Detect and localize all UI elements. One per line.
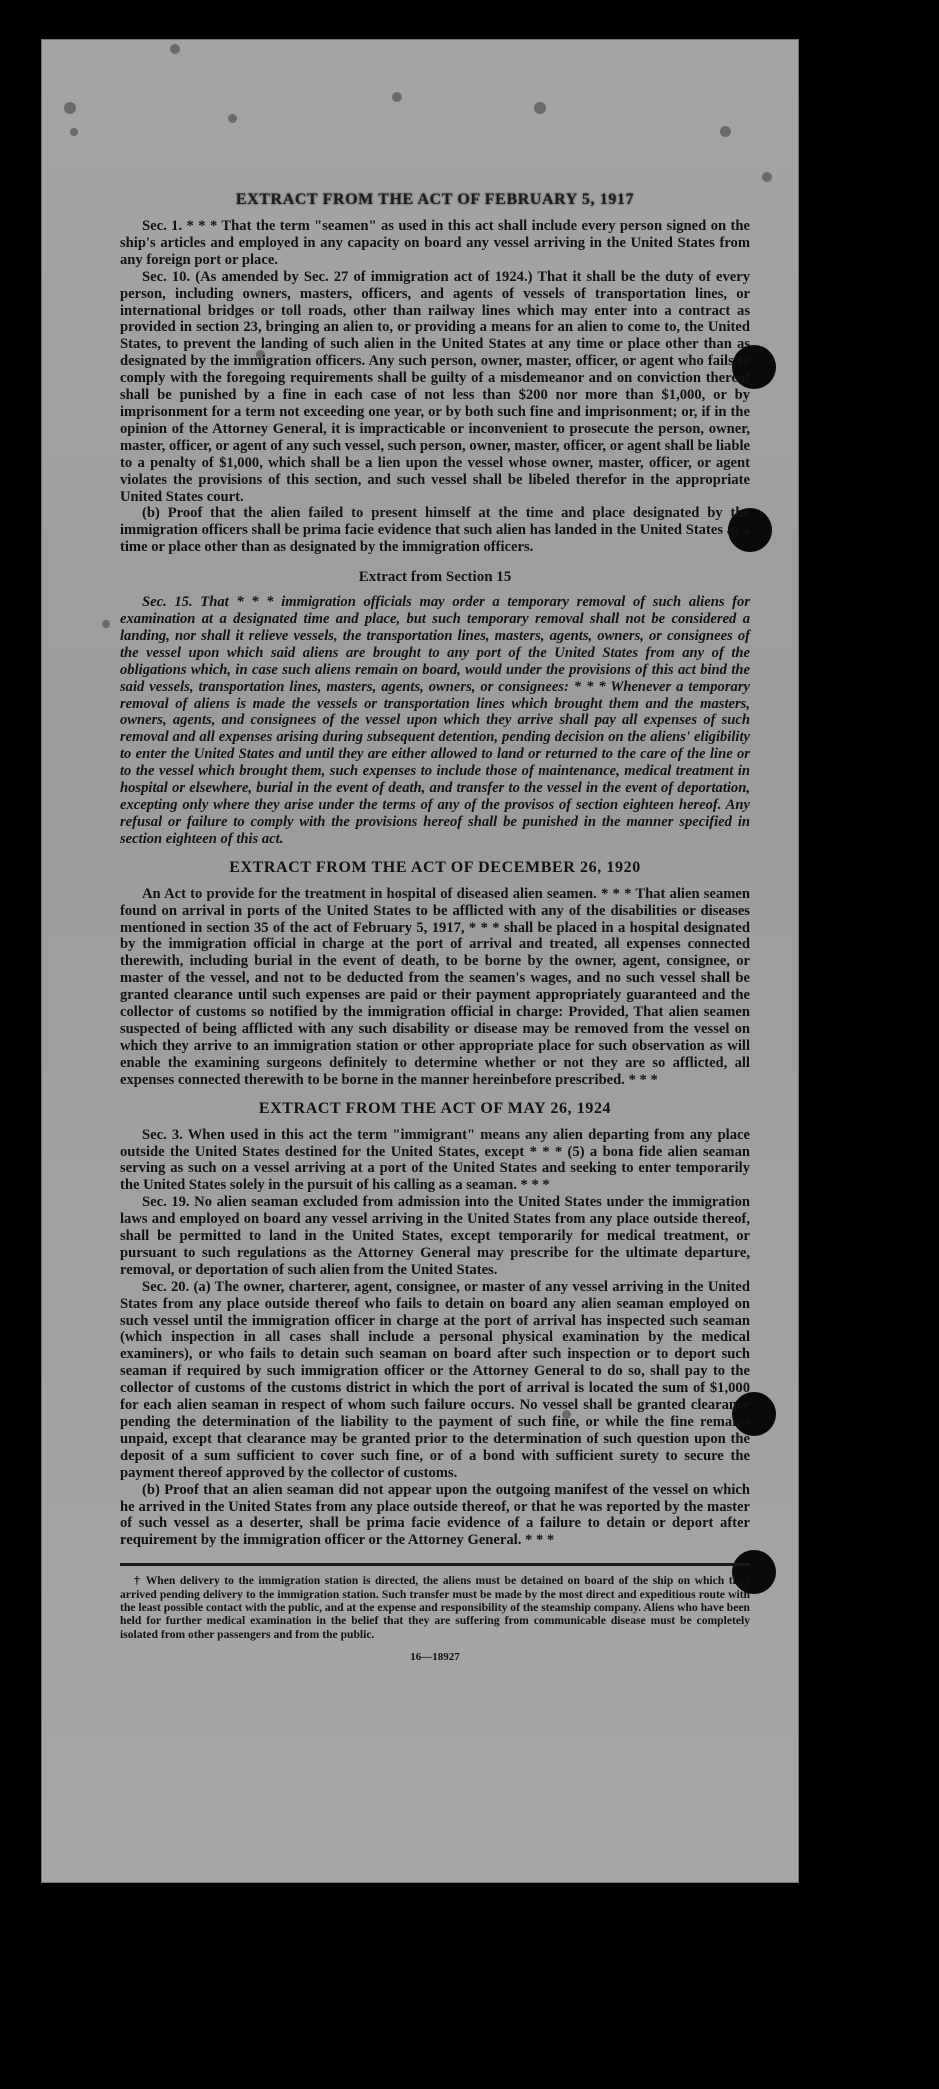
section-10b-paragraph: (b) Proof that the alien failed to present himself at the time and place designated by the immigration officers shall be prima facie evidence that such alien has landed in the United States at a time or place other than as designated by the immigration officers. xyxy=(120,505,750,556)
document-body xyxy=(120,190,750,1663)
section-15-paragraph: Sec. 15. That * * * immigration officials may order a temporary removal of such aliens for examination at a designated time and place, but such temporary removal shall not be considered a landing, nor shall it relieve vessels, the transportation lines, masters, agents, owners, or consignees of the vessel upon which said aliens are brought to any port of the United States from any of the obligations which, in case such aliens remain on board, would under the provisions of this act bind the said vessels, transportation lines, masters, agents, owners, or consignees: * * * Whenever a temporary removal of aliens is made the vessels or transportation lines which brought them and the masters, owners, agents, and consignees of the vessel upon which they arrive shall pay all expenses of such removal and all expenses arising during subsequent detention, pending decision on the aliens' eligibility to enter the United States and until they are either allowed to land or returned to the care of the line or to the vessel which brought them, such expenses to include those of maintenance, medical treatment in hospital or elsewhere, burial in the event of death, and transfer to the vessel in the event of deportation, excepting only where they arise under the terms of any of the provisos of section eighteen hereof. Any refusal or failure to comply with the provisions hereof shall be punished in the manner specified in section eighteen of this act. xyxy=(120,594,750,847)
section-19-paragraph: Sec. 19. No alien seaman excluded from admission into the United States under the immigration laws and employed on board any vessel arriving in the United States from any place outside thereof, shall be permitted to land in the United States, except temporarily for medical treatment, or pursuant to such regulations as the Attorney General may prescribe for the ultimate departure, removal, or deportation of such alien from the United States. xyxy=(120,1194,750,1278)
heading-act-1917: EXTRACT FROM THE ACT OF FEBRUARY 5, 1917 xyxy=(235,191,635,208)
footnote: † When delivery to the immigration station is directed, the aliens must be detained on board of the ship on which they arrived pending delivery to the immigration station. Such transfer must be made by the most direct and expeditious route with the least possible contact with the public, and at the expense and responsibility of the steamship company. Aliens who have been held for further medical examination in the belief that they are suffering from communicable disease must be completely isolated from other passengers and from the public. xyxy=(120,1574,750,1641)
section-20a-paragraph: Sec. 20. (a) The owner, charterer, agent, consignee, or master of any vessel arriving in the United States from any place outside thereof who fails to detain on board any alien seaman employed on such vessel until the immigration officer in charge at the port of arrival has inspected such seaman (which inspection in all cases shall include a personal physical examination by the medical examiners), or who fails to detain such seaman on board after such inspection or to deport such seaman if required by such immigration officer or the Attorney General to do so, shall pay to the collector of customs of the customs district in which the port of arrival is located the sum of $1,000 for each alien seaman in respect of whom such failure occurs. No vessel shall be granted clearance pending the determination of the liability to the payment of such fine, or while the fine remains unpaid, except that clearance may be granted prior to the determination of such question upon the deposit of a sum sufficient to cover such fine, or of a bond with sufficient surety to secure the payment thereof approved by the collector of customs. xyxy=(120,1278,750,1481)
section-1-paragraph: Sec. 1. * * * That the term "seamen" as used in this act shall include every person signed on the ship's articles and employed in any capacity on board any vessel arriving in the United States from any foreign port or place. xyxy=(120,218,750,268)
heading-section-15: Extract from Section 15 xyxy=(358,569,512,586)
dust-speck xyxy=(228,114,237,123)
dust-speck xyxy=(720,126,731,137)
heading-act-1924: EXTRACT FROM THE ACT OF MAY 26, 1924 xyxy=(258,1099,612,1117)
dust-speck xyxy=(170,44,180,54)
dust-speck xyxy=(70,128,78,136)
divider-rule xyxy=(120,1563,750,1566)
dust-speck xyxy=(762,172,772,182)
section-20b-paragraph: (b) Proof that an alien seaman did not appear upon the outgoing manifest of the vessel on which he arrived in the United States from any place outside thereof, or that he was reported by the master of such vessel as a deserter, shall be prima facie evidence of a failure to detain or deport after requirement by the immigration officer or the Attorney General. * * * xyxy=(120,1481,750,1549)
document-sheet xyxy=(42,40,798,1882)
heading-act-1920: EXTRACT FROM THE ACT OF DECEMBER 26, 1920 xyxy=(229,858,641,876)
dust-speck xyxy=(392,92,402,102)
act-1920-paragraph: An Act to provide for the treatment in hospital of diseased alien seamen. * * * That alien seamen found on arrival in ports of the United States to be afflicted with any of the disabilities or diseases mentioned in section 35 of the act of February 5, 1917, * * * shall be placed in a hospital designated by the immigration official in charge at the port of arrival and treated, all expenses connected therewith, including burial in the event of death, to be borne by the owner, agent, consignee, or master of the vessel, and not to be deducted from the seamen's wages, and no such vessel shall be granted clearance until such expenses are paid or their payment appropriately guaranteed and the collector of customs so notified by the immigration official in charge: Provided, That alien seamen suspected of being afflicted with any such disability or disease may be removed from the vessel on which they arrive to an immigration station or other appropriate place for such observation as will enable the examining surgeons definitely to determine whether or not they are so afflicted, all expenses connected therewith to be borne in the manner hereinbefore prescribed. * * * xyxy=(120,885,750,1088)
dust-speck xyxy=(102,620,110,628)
section-10-paragraph: Sec. 10. (As amended by Sec. 27 of immigration act of 1924.) That it shall be the duty of every person, including owners, masters, officers, and agents of vessels of transportation lines, or international bridges or toll roads, other than railway lines which may enter into a contract as provided in section 23, bringing an alien to, or providing a means for an alien to come to, the United States, to prevent the landing of such alien in the United States at any time or place other than as designated by the immigration officers. Any such person, owner, master, officer, or agent who fails to comply with the foregoing requirements shall be guilty of a misdemeanor and on conviction thereof shall be punished by a fine in each case of not less than $200 nor more than $1,000, or by imprisonment for a term not exceeding one year, or by both such fine and imprisonment; or, if in the opinion of the Attorney General, it is impracticable or inconvenient to prosecute the person, owner, master, officer, or agent of any such vessel, such person, owner, master, officer, or agent shall be liable to a penalty of $1,000, which shall be a lien upon the vessel whose owner, master, officer, or agent violates the provisions of this section, and such vessel shall be libeled therefor in the appropriate United States court. xyxy=(120,268,750,505)
dust-speck xyxy=(64,102,76,114)
section-3-paragraph: Sec. 3. When used in this act the term "immigrant" means any alien departing from any place outside the United States destined for the United States, except * * * (5) a bona fide alien seaman serving as such on a vessel arriving at a port of the United States and seeking to enter temporarily the United States solely in the pursuit of his calling as a seaman. * * * xyxy=(120,1126,750,1194)
form-number: 16—18927 xyxy=(410,1651,460,1664)
dust-speck xyxy=(534,102,546,114)
